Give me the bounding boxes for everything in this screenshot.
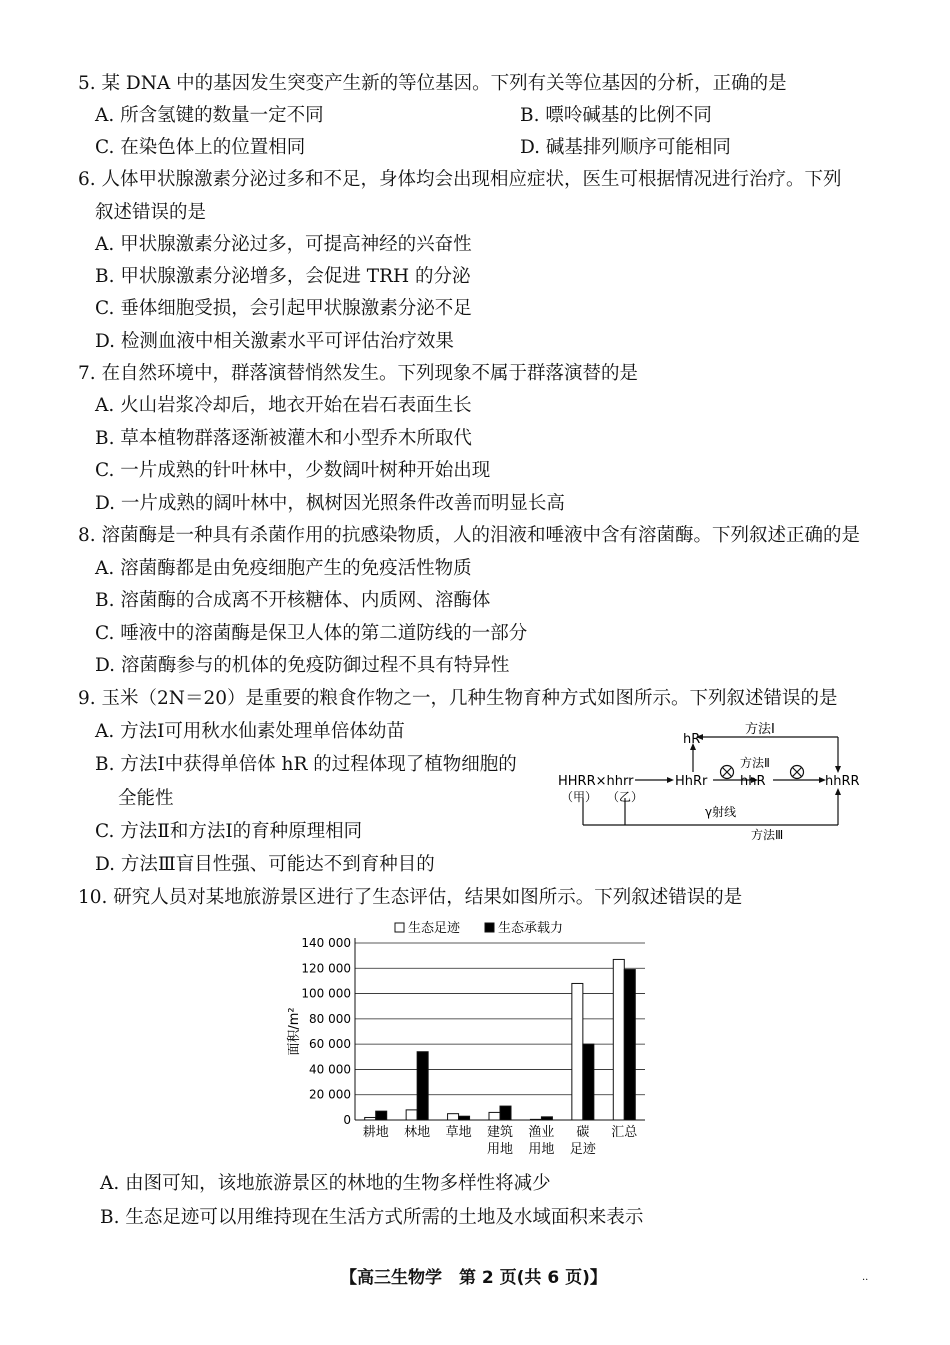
diagram-hhr: hhR (740, 774, 766, 789)
q7-option-d: D. 一片成熟的阔叶林中，枫树因光照条件改善而明显长高 (95, 493, 565, 514)
diagram-gamma: γ射线 (705, 805, 737, 819)
bar-footprint (572, 983, 583, 1120)
bar-capacity (459, 1116, 470, 1120)
bar-footprint (530, 1119, 541, 1120)
q7-option-a: A. 火山岩浆冷却后，地衣开始在岩石表面生长 (95, 395, 472, 416)
q6-option-b: B. 甲状腺激素分泌增多，会促进 TRH 的分泌 (95, 266, 471, 287)
q6-option-c: C. 垂体细胞受损，会引起甲状腺激素分泌不足 (95, 298, 472, 319)
ecological-footprint-chart (280, 915, 680, 1165)
q7-stem: 7. 在自然环境中，群落演替悄然发生。下列现象不属于群落演替的是 (78, 363, 639, 384)
q8-option-a: A. 溶菌酶都是由免疫细胞产生的免疫活性物质 (95, 558, 472, 579)
x-category-label: 耕地 (362, 1125, 389, 1140)
bar-footprint (448, 1114, 459, 1120)
q9-option-b-line2: 全能性 (118, 788, 174, 809)
diagram-method2: 方法Ⅱ (740, 756, 770, 770)
q10-stem: 10. 研究人员对某地旅游景区进行了生态评估，结果如图所示。下列叙述错误的是 (78, 887, 743, 908)
breeding-methods-diagram (555, 715, 875, 850)
legend-swatch (485, 923, 494, 932)
q9-stem: 9. 玉米（2N＝20）是重要的粮食作物之一，几种生物育种方式如图所示。下列叙述错误的是 (78, 688, 838, 709)
x-category-label: 建筑 (486, 1125, 514, 1140)
diagram-yi: （乙） (607, 790, 644, 804)
bar-capacity (500, 1106, 511, 1120)
q7-option-b: B. 草本植物群落逐渐被灌木和小型乔木所取代 (95, 428, 472, 449)
q5-option-a: A. 所含氢键的数量一定不同 (95, 105, 324, 126)
diagram-hr: hR (683, 732, 701, 747)
bar-footprint (365, 1117, 376, 1120)
diagram-parents: HHRR×hhrr (558, 774, 634, 789)
y-tick-label: 60 000 (309, 1037, 351, 1052)
x-category-label: 碳 (576, 1125, 590, 1140)
legend-label: 生态足迹 (408, 921, 461, 936)
q8-stem: 8. 溶菌酶是一种具有杀菌作用的抗感染物质，人的泪液和唾液中含有溶菌酶。下列叙述正确的是 (78, 525, 861, 546)
y-tick-label: 0 (343, 1113, 351, 1127)
y-tick-label: 100 000 (301, 986, 351, 1001)
x-category-label: 林地 (404, 1125, 431, 1140)
diagram-target: hhRR (825, 774, 860, 789)
q9-option-d: D. 方法Ⅲ盲目性强、可能达不到育种目的 (95, 854, 435, 875)
x-category-label: 用地 (528, 1142, 555, 1157)
x-category-label: 用地 (486, 1142, 514, 1157)
bar-footprint (489, 1112, 500, 1120)
x-category-label: 草地 (445, 1125, 472, 1140)
y-axis-label: 面积/m² (287, 1007, 302, 1056)
diagram-method3: 方法Ⅲ (751, 828, 784, 842)
q5-stem: 5. 某 DNA 中的基因发生突变产生新的等位基因。下列有关等位基因的分析，正确的是 (78, 73, 787, 94)
q8-option-c: C. 唾液中的溶菌酶是保卫人体的第二道防线的一部分 (95, 623, 528, 644)
q7-option-c: C. 一片成熟的针叶林中，少数阔叶树种开始出现 (95, 460, 491, 481)
y-tick-label: 40 000 (309, 1062, 351, 1077)
q6-option-d: D. 检测血液中相关激素水平可评估治疗效果 (95, 331, 454, 352)
y-tick-label: 20 000 (309, 1087, 351, 1102)
x-category-label: 渔业 (528, 1125, 555, 1140)
q5-option-b: B. 嘌呤碱基的比例不同 (520, 105, 712, 126)
bar-capacity (376, 1111, 387, 1120)
y-tick-label: 120 000 (301, 961, 351, 976)
bar-capacity (417, 1052, 428, 1120)
bar-capacity (541, 1117, 552, 1120)
q10-option-a: A. 由图可知，该地旅游景区的林地的生物多样性将减少 (100, 1173, 551, 1194)
x-category-label: 汇总 (611, 1125, 638, 1140)
legend-swatch (395, 923, 404, 932)
q5-option-d: D. 碱基排列顺序可能相同 (520, 137, 731, 158)
q9-option-c: C. 方法Ⅱ和方法Ⅰ的育种原理相同 (95, 821, 363, 842)
corner-mark: ·· (862, 1275, 869, 1286)
q9-option-a: A. 方法Ⅰ可用秋水仙素处理单倍体幼苗 (95, 721, 405, 742)
q8-option-d: D. 溶菌酶参与的机体的免疫防御过程不具有特异性 (95, 655, 510, 676)
diagram-hhrr-f1: HhRr (675, 774, 708, 789)
page-footer: 【高三生物学 第 2 页(共 6 页)】 (340, 1268, 607, 1288)
bar-footprint (406, 1110, 417, 1120)
q10-option-b: B. 生态足迹可以用维持现在生活方式所需的土地及水域面积来表示 (100, 1207, 644, 1228)
y-tick-label: 80 000 (309, 1011, 351, 1026)
q8-option-b: B. 溶菌酶的合成离不开核糖体、内质网、溶酶体 (95, 590, 491, 611)
bar-capacity (583, 1044, 594, 1120)
q6-stem-line2: 叙述错误的是 (95, 202, 207, 223)
q6-stem-line1: 6. 人体甲状腺激素分泌过多和不足，身体均会出现相应症状，医生可根据情况进行治疗。下列 (78, 169, 842, 190)
bar-capacity (624, 970, 635, 1120)
x-category-label: 足迹 (569, 1142, 596, 1157)
q9-option-b-line1: B. 方法Ⅰ中获得单倍体 hR 的过程体现了植物细胞的 (95, 754, 517, 775)
y-tick-label: 140 000 (301, 936, 351, 950)
q6-option-a: A. 甲状腺激素分泌过多，可提高神经的兴奋性 (95, 234, 472, 255)
diagram-jia: （甲） (561, 790, 598, 804)
legend-label: 生态承载力 (498, 921, 564, 936)
diagram-method1: 方法Ⅰ (745, 722, 775, 737)
q5-option-c: C. 在染色体上的位置相同 (95, 137, 306, 158)
bar-footprint (613, 959, 624, 1120)
